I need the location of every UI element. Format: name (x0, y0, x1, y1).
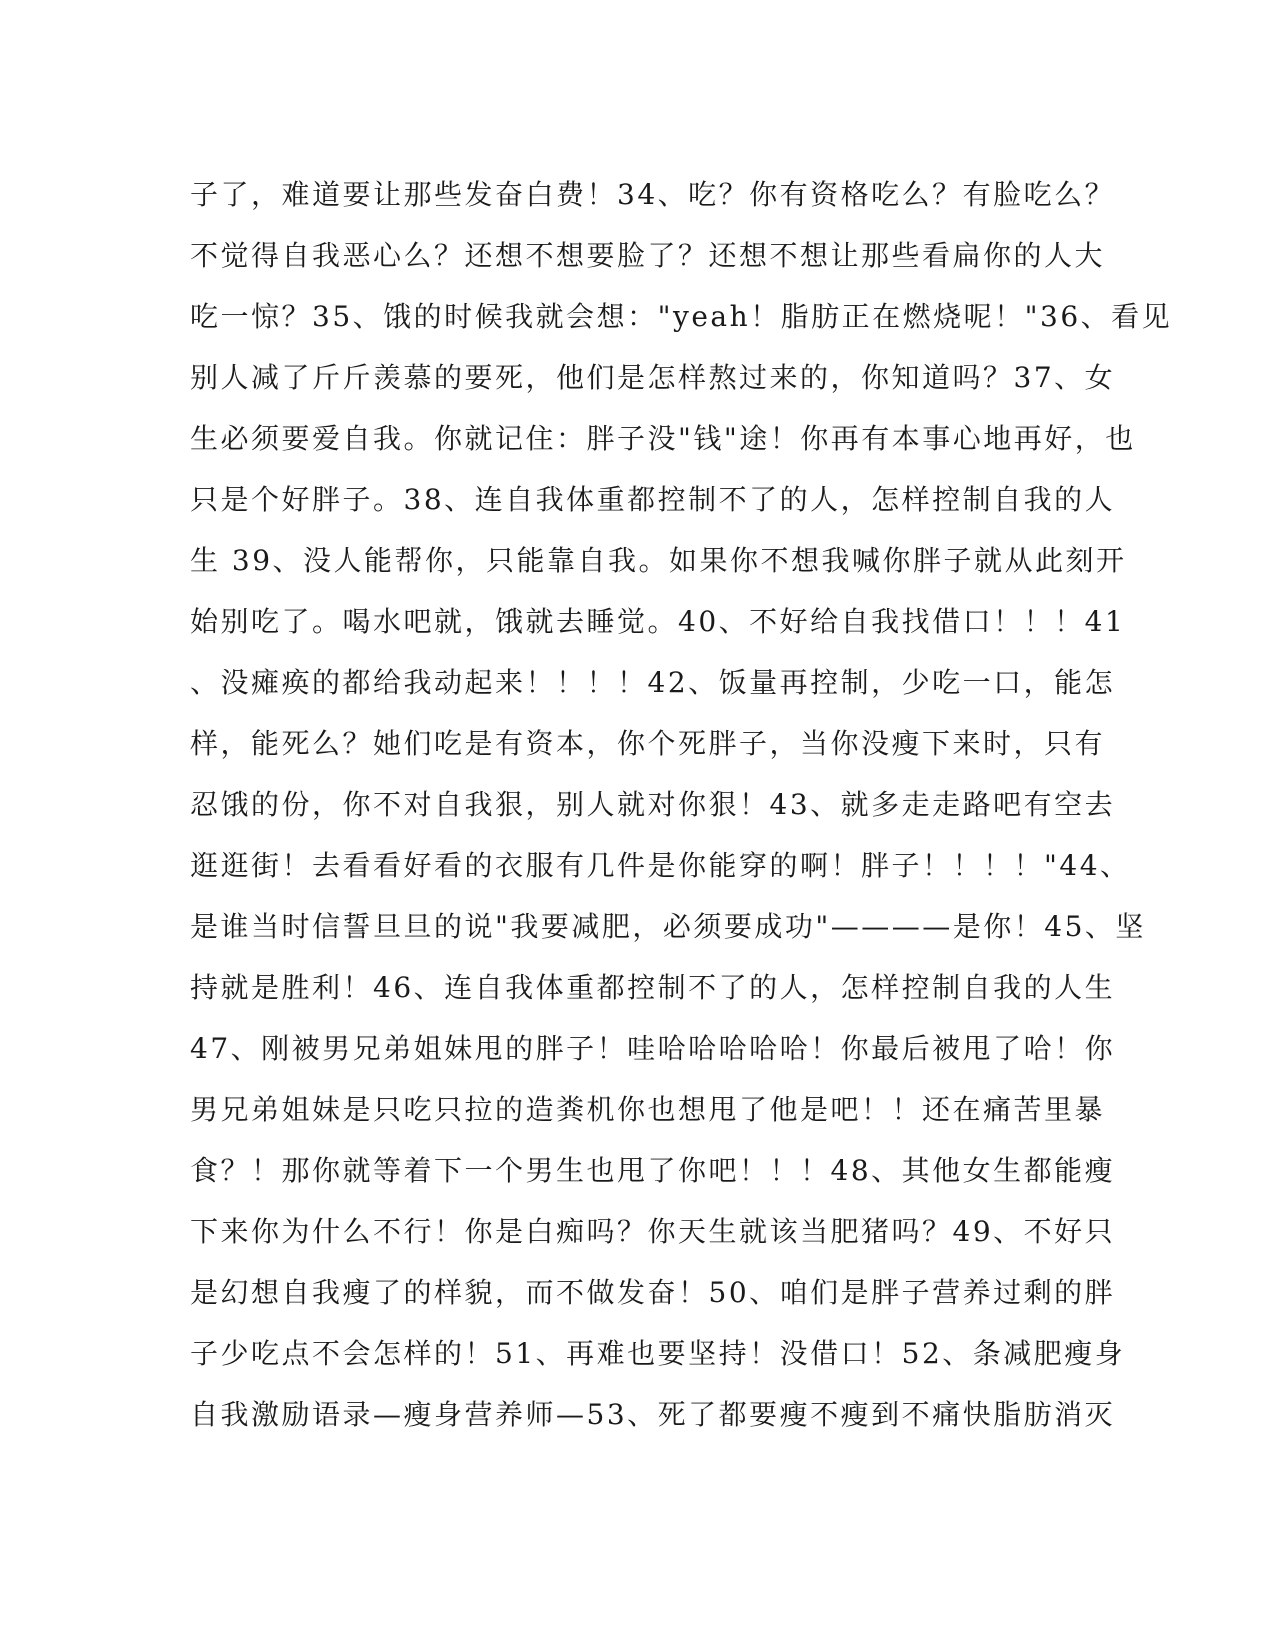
body-text (190, 164, 1173, 1445)
text-line: 、没瘫痪的都给我动起来！！！！42、饭量再控制，少吃一口，能怎 (190, 666, 1116, 699)
text-line: 只是个好胖子。38、连自我体重都控制不了的人，怎样控制自我的人 (190, 483, 1116, 516)
text-line: 47、刚被男兄弟姐妹甩的胖子！哇哈哈哈哈哈！你最后被甩了哈！你 (190, 1032, 1116, 1065)
text-line: 子了，难道要让那些发奋白费！34、吃？你有资格吃么？有脸吃么？ (190, 178, 1116, 211)
text-line: 生必须要爱自我。你就记住：胖子没"钱"途！你再有本事心地再好，也 (190, 422, 1136, 455)
text-line: 别人减了斤斤羡慕的要死，他们是怎样熬过来的，你知道吗？37、女 (190, 361, 1116, 394)
text-line: 吃一惊？35、饿的时候我就会想："yeah！脂肪正在燃烧呢！"36、看见 (190, 300, 1173, 333)
text-line: 生 39、没人能帮你，只能靠自我。如果你不想我喊你胖子就从此刻开 (190, 544, 1127, 577)
text-line: 始别吃了。喝水吧就，饿就去睡觉。40、不好给自我找借口！！！41 (190, 605, 1126, 638)
text-line: 样，能死么？她们吃是有资本，你个死胖子，当你没瘦下来时，只有 (190, 727, 1106, 760)
text-line: 是幻想自我瘦了的样貌，而不做发奋！50、咱们是胖子营养过剩的胖 (190, 1276, 1116, 1309)
text-line: 下来你为什么不行！你是白痴吗？你天生就该当肥猪吗？49、不好只 (190, 1215, 1116, 1248)
text-line: 是谁当时信誓旦旦的说"我要减肥，必须要成功"————是你！45、坚 (190, 910, 1146, 943)
text-line: 男兄弟姐妹是只吃只拉的造粪机你也想甩了他是吧！！还在痛苦里暴 (190, 1093, 1106, 1126)
text-line: 不觉得自我恶心么？还想不想要脸了？还想不想让那些看扁你的人大 (190, 239, 1106, 272)
text-line: 食？！那你就等着下一个男生也甩了你吧！！！48、其他女生都能瘦 (190, 1154, 1116, 1187)
text-line: 持就是胜利！46、连自我体重都控制不了的人，怎样控制自我的人生 (190, 971, 1116, 1004)
text-line: 忍饿的份，你不对自我狠，别人就对你狠！43、就多走走路吧有空去 (190, 788, 1116, 821)
text-line: 子少吃点不会怎样的！51、再难也要坚持！没借口！52、条减肥瘦身 (190, 1337, 1126, 1370)
text-line: 自我激励语录—瘦身营养师—53、死了都要瘦不瘦到不痛快脂肪消灭 (190, 1398, 1116, 1431)
text-line: 逛逛街！去看看好看的衣服有几件是你能穿的啊！胖子！！！！"44、 (190, 849, 1131, 882)
